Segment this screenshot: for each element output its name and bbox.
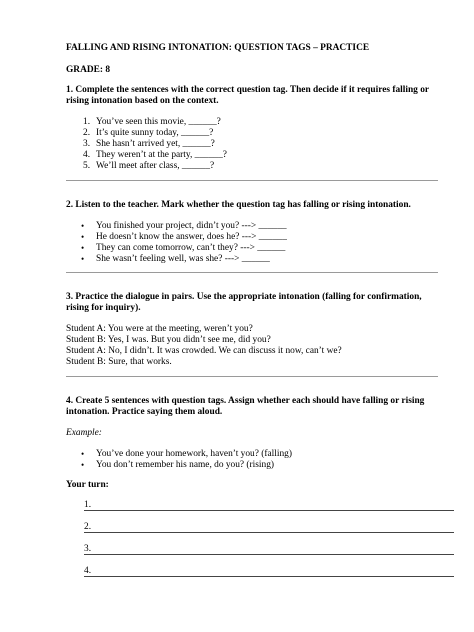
list-item: He doesn’t know the answer, does he? ---> ______ <box>96 232 287 242</box>
list-item: It’s quite sunny today, ______? <box>96 128 214 138</box>
page-title: FALLING AND RISING INTONATION: QUESTION TAGS – PRACTICE <box>66 43 370 53</box>
dialogue-line: Student B: Sure, that works. <box>66 357 172 367</box>
section1-instruction-line1: 1. Complete the sentences with the correct question tag. Then decide if it requires falling or <box>66 85 430 95</box>
list-item: They weren’t at the party, ______? <box>96 150 227 160</box>
dialogue-line: Student A: You were at the meeting, weren’t you? <box>66 324 253 334</box>
bullet-icon: • <box>81 232 85 242</box>
section3-instruction-line1: 3. Practice the dialogue in pairs. Use the appropriate intonation (falling for confirmation, <box>66 292 422 302</box>
list-item: We’ll meet after class, ______? <box>96 161 215 171</box>
list-item: You’ve seen this movie, ______? <box>96 117 221 127</box>
answer-line[interactable] <box>84 576 454 577</box>
answer-line[interactable] <box>84 510 454 511</box>
list-number: 2. <box>83 128 91 138</box>
list-number: 3. <box>83 139 91 149</box>
answer-line[interactable] <box>84 532 454 533</box>
your-turn-label: Your turn: <box>66 480 109 490</box>
section1-instruction-line2: rising intonation based on the context. <box>66 96 219 106</box>
example-label: Example: <box>66 428 102 438</box>
answer-line-number: 1. <box>84 500 92 510</box>
list-item: She wasn’t feeling well, was she? ---> ______ <box>96 254 270 264</box>
dialogue-line: Student B: Yes, I was. But you didn’t see me, did you? <box>66 335 271 345</box>
grade-label: GRADE: 8 <box>66 65 111 75</box>
list-item: She hasn’t arrived yet, ______? <box>96 139 215 149</box>
example-item: You’ve done your homework, haven’t you? (falling) <box>96 449 292 459</box>
section4-instruction-line2: intonation. Practice saying them aloud. <box>66 407 223 417</box>
section-divider <box>66 272 438 273</box>
bullet-icon: • <box>81 243 85 253</box>
section-divider <box>66 180 438 181</box>
section3-instruction-line2: rising for inquiry). <box>66 303 141 313</box>
section2-instruction: 2. Listen to the teacher. Mark whether the question tag has falling or rising intonation. <box>66 200 411 210</box>
list-number: 5. <box>83 161 91 171</box>
bullet-icon: • <box>81 449 85 459</box>
section-divider <box>66 376 438 377</box>
bullet-icon: • <box>81 460 85 470</box>
list-number: 4. <box>83 150 91 160</box>
bullet-icon: • <box>81 221 85 231</box>
bullet-icon: • <box>81 254 85 264</box>
list-item: You finished your project, didn’t you? ---> ______ <box>96 221 287 231</box>
section4-instruction-line1: 4. Create 5 sentences with question tags. Assign whether each should have falling or rising <box>66 396 425 406</box>
dialogue-line: Student A: No, I didn’t. It was crowded. We can discuss it now, can’t we? <box>66 346 342 356</box>
list-item: They can come tomorrow, can’t they? ---> ______ <box>96 243 286 253</box>
answer-line-number: 4. <box>84 566 92 576</box>
answer-line[interactable] <box>84 554 454 555</box>
answer-line-number: 3. <box>84 544 92 554</box>
list-number: 1. <box>83 117 91 127</box>
answer-line-number: 2. <box>84 522 92 532</box>
example-item: You don’t remember his name, do you? (rising) <box>96 460 275 470</box>
